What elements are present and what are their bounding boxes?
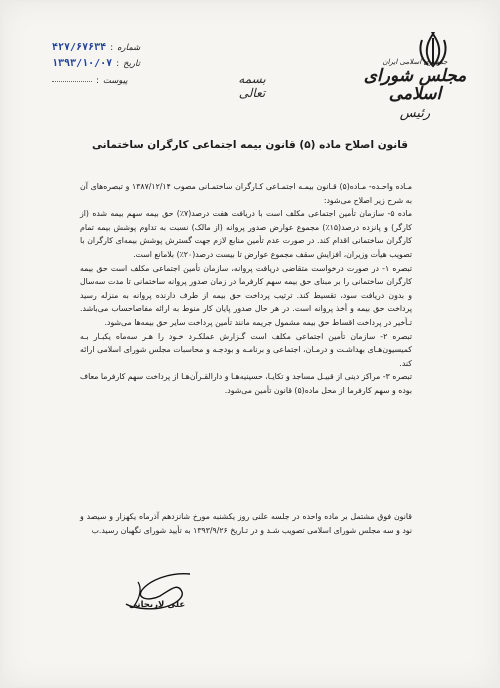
note-3-paragraph: تبصره ۳- مراکز دینی از قبیـل مساجد و تکایـا، حسینیه‌هـا و دارالقـرآن‌هـا از پرداخت سهم کارفرما معاف بوده و سهم کارفرما از محل ماده(۵) قانون تأمین می‌شود. bbox=[80, 372, 412, 395]
letter-number: ۴۲۷/۶۷۶۳۴ bbox=[52, 42, 107, 53]
letterhead bbox=[360, 58, 470, 121]
approval-paragraph: قانون فوق مشتمل بر ماده واحده در جلسه علنی روز یکشنبه مورخ شانزدهم آذرماه یکهزار و سیصد و نود و سه مجلس شورای اسلامی تصویب شـد و در تـاریخ ۱۳۹۳/۹/۲۶ به تأیید شورای نگهبان رسید.ب bbox=[80, 512, 412, 535]
letter-date: ۱۳۹۳/۱۰/۰۷ bbox=[52, 58, 113, 69]
article-5-paragraph: ماده ۵- سازمان تأمین اجتماعی مکلف است با دریافت هفت درصد(۷٪) حق بیمه سهم بیمه شده (از کارگر) و پانزده درصد(۱۵٪) مجموع عوارض صدور پروانه (از مالک) نسبت به تداوم پوشش بیمه تمام کارگران ساختمانی اقدام کند. در صورت عدم تأمین منابع لازم جهت گسترش پوشش بیمه‌ای کارگران با تصویب هیأت وزیران، افزایش سقف مجموع عوارض تا بیست درصد(۲۰٪) بلامانع است. bbox=[80, 209, 413, 259]
document-page bbox=[2, 2, 498, 686]
signatory-name: علی لاریجانی bbox=[128, 600, 186, 610]
note-1-paragraph: تبصره ۱- در صورت درخواست متقاضی دریافت پروانه، سازمان تأمین اجتماعی مکلف است حق بیمه کارگران ساختمانی را بر مبنای حق بیمه سهم کارفرما در زمان صدور پروانه ساختمانی تا مدت سه‌سال و بدون دریافت سود، تقسیط کند. ترتیب پرداخت حق بیمه از طرف دارنده پروانه به منزله رسید پرداخت حق بیمه و أخذ پروانه است. در هر حال صدور پایان کار منوط به ارائه مفاصاحساب می‌باشد. تـأخیر در پرداخت اقساط حق بیمه مشمول جریمه مانند تأمین پرداخت سایر حق بیمه‌ها می‌شود. bbox=[80, 263, 412, 327]
single-article-paragraph: مـاده واحـده- مـاده(۵) قـانون بیمـه اجتمـاعی کـارگران ساختمـانی مصوب ۱۳۸۷/۱۲/۱۴ و تبصره‌های آن به شرح زیر اصلاح می‌شود: bbox=[80, 182, 413, 205]
note-2-paragraph: تبصره ۲- سازمان تأمین اجتماعی مکلف است گـزارش عملکـرد خـود را هـر سه‌ماه یکبـار بـه کمیسیون‌هـای بهداشـت و درمـان، اجتماعی و برنامـه و بودجـه و محاسبات مجلس شورای اسلامی ارائه کند. bbox=[80, 331, 412, 368]
letterhead-role: رئیس bbox=[399, 105, 431, 121]
law-body bbox=[80, 180, 412, 398]
attachment-line: پیوست : bbox=[52, 76, 128, 86]
letter-number-line: شماره : ۴۲۷/۶۷۶۳۴ bbox=[52, 42, 141, 53]
letterhead-title: مجلس شورای اسلامی bbox=[363, 66, 467, 104]
law-title: قانون اصلاح ماده (۵) قانون بیمه اجتماعی کارگران ساختمانی bbox=[91, 139, 409, 151]
number-label: شماره bbox=[117, 42, 141, 53]
date-label: تاریخ bbox=[123, 58, 141, 69]
letterhead-subtitle: جمهوری اسلامی ایران bbox=[382, 58, 448, 66]
closing-statement bbox=[80, 510, 412, 537]
letter-date-line: تاریخ : ۱۳۹۳/۱۰/۰۷ bbox=[52, 58, 141, 69]
bismillah-heading: بسمه تعالی bbox=[238, 72, 266, 100]
attachment-label: پیوست bbox=[102, 76, 128, 86]
